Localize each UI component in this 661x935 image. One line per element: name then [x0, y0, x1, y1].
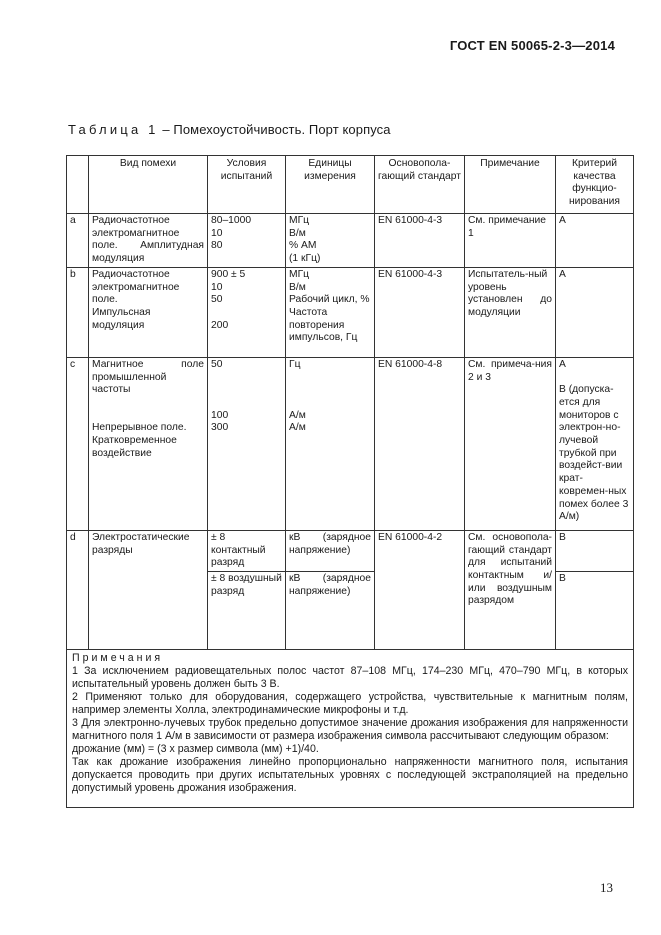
immunity-table [66, 155, 634, 808]
note-4: Так как дрожание изображения линейно пропорционально напряженности магнитного поля, испытания допускается проводить при других испытательных уровнях с последующей экстраполяцией на предельно допустимый уровень дрожания изображения. [72, 755, 628, 794]
row-criterion: A В (допуска-ется для мониторов с электрон-но-лучевой трубкой при воздейст-вии крат-ковремен-ных помех более 3 А/м) [556, 357, 634, 530]
row-units: кВ (зарядное напряжение) [286, 571, 375, 649]
row-type: Электростатические разряды [89, 530, 208, 649]
row-note: См. примечание 1 [465, 214, 556, 268]
table-row [67, 530, 634, 571]
header-note: Примечание [465, 156, 556, 214]
table-header-row [67, 156, 634, 214]
row-units: Гц А/м А/м [286, 357, 375, 530]
row-standard: EN 61000-4-2 [375, 530, 465, 649]
row-conditions: ± 8 контактный разряд [208, 530, 286, 571]
note-2: 2 Применяют только для оборудования, содержащего устройства, чувствительные к магнитным полям, например элементы Холла, электродинамические микрофоны и т.д. [72, 690, 628, 716]
notes-cell [67, 649, 634, 807]
table-row [67, 214, 634, 268]
row-standard: EN 61000-4-8 [375, 357, 465, 530]
table-caption-title: – Помехоустойчивость. Порт корпуса [158, 122, 391, 137]
row-criterion: A [556, 214, 634, 268]
document-id: ГОСТ EN 50065-2-3—2014 [449, 38, 615, 53]
row-conditions: ± 8 воздушный разряд [208, 571, 286, 649]
note-1: 1 За исключением радиовещательных полос частот 87–108 МГц, 174–230 МГц, 470–790 МГц, в которых испытательный уровень должен быть 3 В. [72, 664, 628, 690]
row-standard: EN 61000-4-3 [375, 214, 465, 268]
notes-row [67, 649, 634, 807]
row-units: кВ (зарядное напряжение) [286, 530, 375, 571]
table-row [67, 357, 634, 530]
row-conditions: 50 100 300 [208, 357, 286, 530]
row-criterion: B [556, 530, 634, 571]
row-units: МГц В/м Рабочий цикл, % Частота повторения импульсов, Гц [286, 267, 375, 357]
note-3: 3 Для электронно-лучевых трубок предельно допустимое значение дрожания изображения для напряженности магнитного поля 1 А/м в зависимости от размера изображения символа рассчитывают следующим образом: [72, 716, 628, 742]
row-note: См. основопола-гающий стандарт для испытаний контактным и/или воздушным разрядом [465, 530, 556, 649]
table-row [67, 267, 634, 357]
notes-title: Примечания [72, 651, 164, 664]
header-units: Единицы измерения [286, 156, 375, 214]
row-note: См. примеча-ния 2 и 3 [465, 357, 556, 530]
header-criterion: Критерий качества функцио-нирования [556, 156, 634, 214]
header-standard: Основопола-гающий стандарт [375, 156, 465, 214]
row-standard: EN 61000-4-3 [375, 267, 465, 357]
row-conditions: 80–1000 10 80 [208, 214, 286, 268]
row-type: Радиочастотное электромагнитное поле. Импульсная модуляция [89, 267, 208, 357]
row-note: Испытатель-ный уровень установлен до модуляции [465, 267, 556, 357]
row-type: Магнитное поле промышленной частоты Непрерывное поле. Кратковременное воздействие [89, 357, 208, 530]
note-formula: дрожание (мм) = (3 х размер символа (мм) +1)/40. [72, 742, 319, 755]
header-type: Вид помехи [89, 156, 208, 214]
table-caption [68, 122, 391, 137]
row-id: c [67, 357, 89, 530]
row-id: a [67, 214, 89, 268]
row-criterion: A [556, 267, 634, 357]
row-criterion: B [556, 571, 634, 649]
header-id [67, 156, 89, 214]
page-number: 13 [600, 880, 613, 895]
row-id: d [67, 530, 89, 649]
table-caption-prefix: Таблица 1 [68, 122, 159, 137]
row-units: МГц В/м % АМ (1 кГц) [286, 214, 375, 268]
row-conditions: 900 ± 5 10 50 200 [208, 267, 286, 357]
row-id: b [67, 267, 89, 357]
row-type: Радиочастотное электромагнитное поле. Амплитудная модуляция [89, 214, 208, 268]
header-conditions: Условия испытаний [208, 156, 286, 214]
